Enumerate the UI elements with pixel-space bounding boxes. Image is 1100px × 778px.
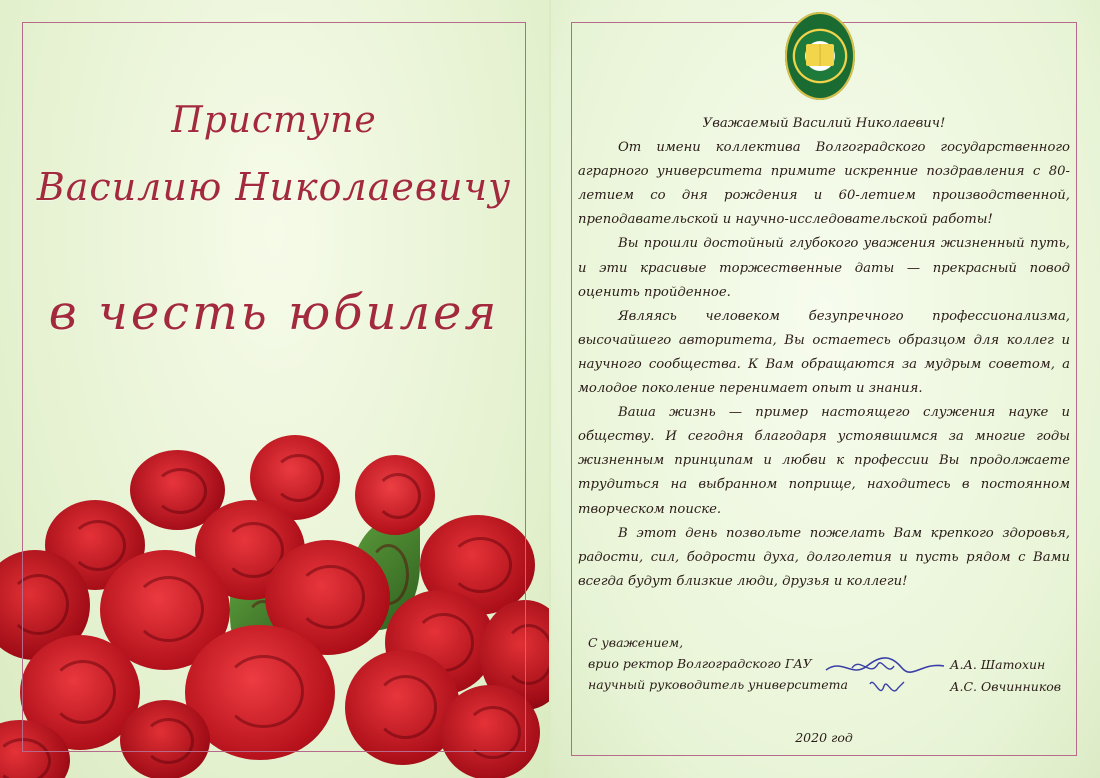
emblem-book-icon [806, 44, 834, 66]
occasion-title: в честь юбилея [48, 285, 500, 341]
letter-paragraph: В этот день позвольте пожелать Вам крепкого здоровья, радости, сил, бодрости духа, долголетия и пусть рядом с Вами всегда будут близкие люди, друзья и коллеги! [578, 525, 1070, 589]
recipient-surname: Приступе [171, 100, 377, 141]
handwritten-signature [822, 648, 947, 706]
letter-paragraph: Являясь человеком безупречного профессионализма, высочайшего авторитета, Вы остаетесь образцом для коллег и научного сообщества. К Вам обращаются за мудрым советом, а молодое поколение перенимает опыт и знания. [578, 308, 1070, 397]
role-scientific-head: научный руководитель университета [588, 677, 848, 692]
recipient-name: Василию Николаевичу [36, 165, 512, 209]
closing-phrase: С уважением, [588, 635, 684, 650]
letter-paragraph: От имени коллектива Волгоградского государственного аграрного университета примите искренние поздравления с 80-летием со дня рождения и 60-летием производственной, преподавательской и научно-исследовательской работы! [578, 140, 1070, 228]
signatory-names [950, 654, 1070, 698]
signatory-roles [588, 632, 848, 695]
letter-paragraph: Ваша жизнь — пример настоящего служения науке и обществу. И сегодня благодаря устоявшимся за многие годы жизненным принципам и любви к профессии Вы продолжаете трудиться на выбранном поприще, находитесь в постоянном творческом поиске. [578, 405, 1070, 517]
letter-body [578, 112, 1070, 594]
letter-year: 2020 год [795, 730, 853, 745]
signatory-name-2: А.С. Овчинников [950, 679, 1062, 694]
letter-greeting: Уважаемый Василий Николаевич! [702, 116, 946, 131]
signatory-name-1: А.А. Шатохин [950, 657, 1046, 672]
role-rector: врио ректор Волгоградского ГАУ [588, 656, 812, 671]
letter-paragraph: Вы прошли достойный глубокого уважения жизненный путь, и эти красивые торжественные даты — прекрасный повод оценить пройденное. [578, 236, 1070, 300]
